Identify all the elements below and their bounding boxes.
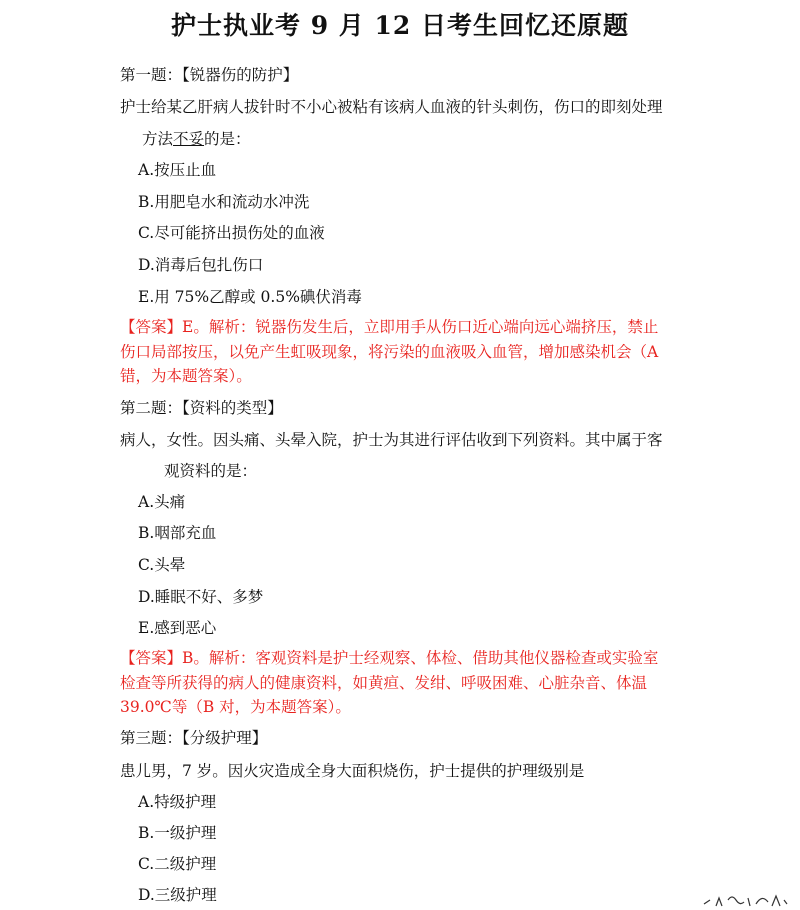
- question-3-option-a: A.特级护理: [138, 793, 217, 811]
- question-2-option-a: A.头痛: [138, 493, 186, 511]
- question-1-option-d: D.消毒后包扎伤口: [138, 256, 264, 274]
- underlined-keyword: 不妥: [173, 130, 205, 148]
- question-2-option-c: C.头晕: [138, 556, 186, 574]
- question-2-answer-line-3: 39.0℃等（B 对，为本题答案）。: [120, 698, 351, 716]
- question-2-option-e: E.感到恶心: [138, 619, 217, 637]
- question-2-answer-line-2: 检查等所获得的病人的健康资料，如黄疸、发绀、呼吸困难、心脏杂音、体温: [120, 674, 648, 692]
- question-2-answer-line-1: 【答案】B。解析：客观资料是护士经观察、体检、借助其他仪器检查或实验室: [120, 649, 659, 667]
- stem-text: 方法: [142, 130, 174, 148]
- question-1-heading: 第一题：【锐器伤的防护】: [120, 66, 299, 84]
- question-1-answer-line-1: 【答案】E。解析：锐器伤发生后，立即用手从伤口近心端向远心端挤压，禁止: [120, 318, 659, 336]
- question-1-answer-line-2: 伤口局部按压，以免产生虹吸现象，将污染的血液吸入血管，增加感染机会（A: [120, 343, 659, 361]
- question-1-option-e: E.用 75%乙醇或 0.5%碘伏消毒: [138, 288, 362, 306]
- question-2-stem: 病人，女性。因头痛、头晕入院，护士为其进行评估收到下列资料。其中属于客: [120, 431, 663, 449]
- question-1-option-c: C.尽可能挤出损伤处的血液: [138, 224, 325, 242]
- page-title: 护士执业考 9 月 12 日考生回忆还原题: [170, 11, 629, 40]
- question-1-answer-line-3: 错，为本题答案）。: [120, 367, 252, 385]
- question-1-option-b: B.用肥皂水和流动水冲洗: [138, 193, 310, 211]
- question-1-stem: 护士给某乙肝病人拔针时不小心被粘有该病人血液的针头刺伤，伤口的即刻处理: [120, 98, 663, 116]
- handwriting-mark-icon: [700, 880, 790, 910]
- question-2-option-d: D.睡眠不好、多梦: [138, 588, 264, 606]
- question-3-option-d: D.三级护理: [138, 886, 217, 904]
- question-3-stem: 患儿男，7 岁。因火灾造成全身大面积烧伤，护士提供的护理级别是: [120, 762, 585, 780]
- question-2-option-b: B.咽部充血: [138, 524, 217, 542]
- question-2-stem-continued: 观资料的是：: [164, 462, 258, 480]
- question-1-stem-continued: [142, 127, 251, 149]
- stem-text: 的是：: [204, 130, 251, 148]
- question-3-option-c: C.二级护理: [138, 855, 217, 873]
- question-3-option-b: B.一级护理: [138, 824, 217, 842]
- question-1-option-a: A.按压止血: [138, 161, 217, 179]
- question-3-heading: 第三题：【分级护理】: [120, 729, 268, 747]
- question-2-heading: 第二题：【资料的类型】: [120, 399, 283, 417]
